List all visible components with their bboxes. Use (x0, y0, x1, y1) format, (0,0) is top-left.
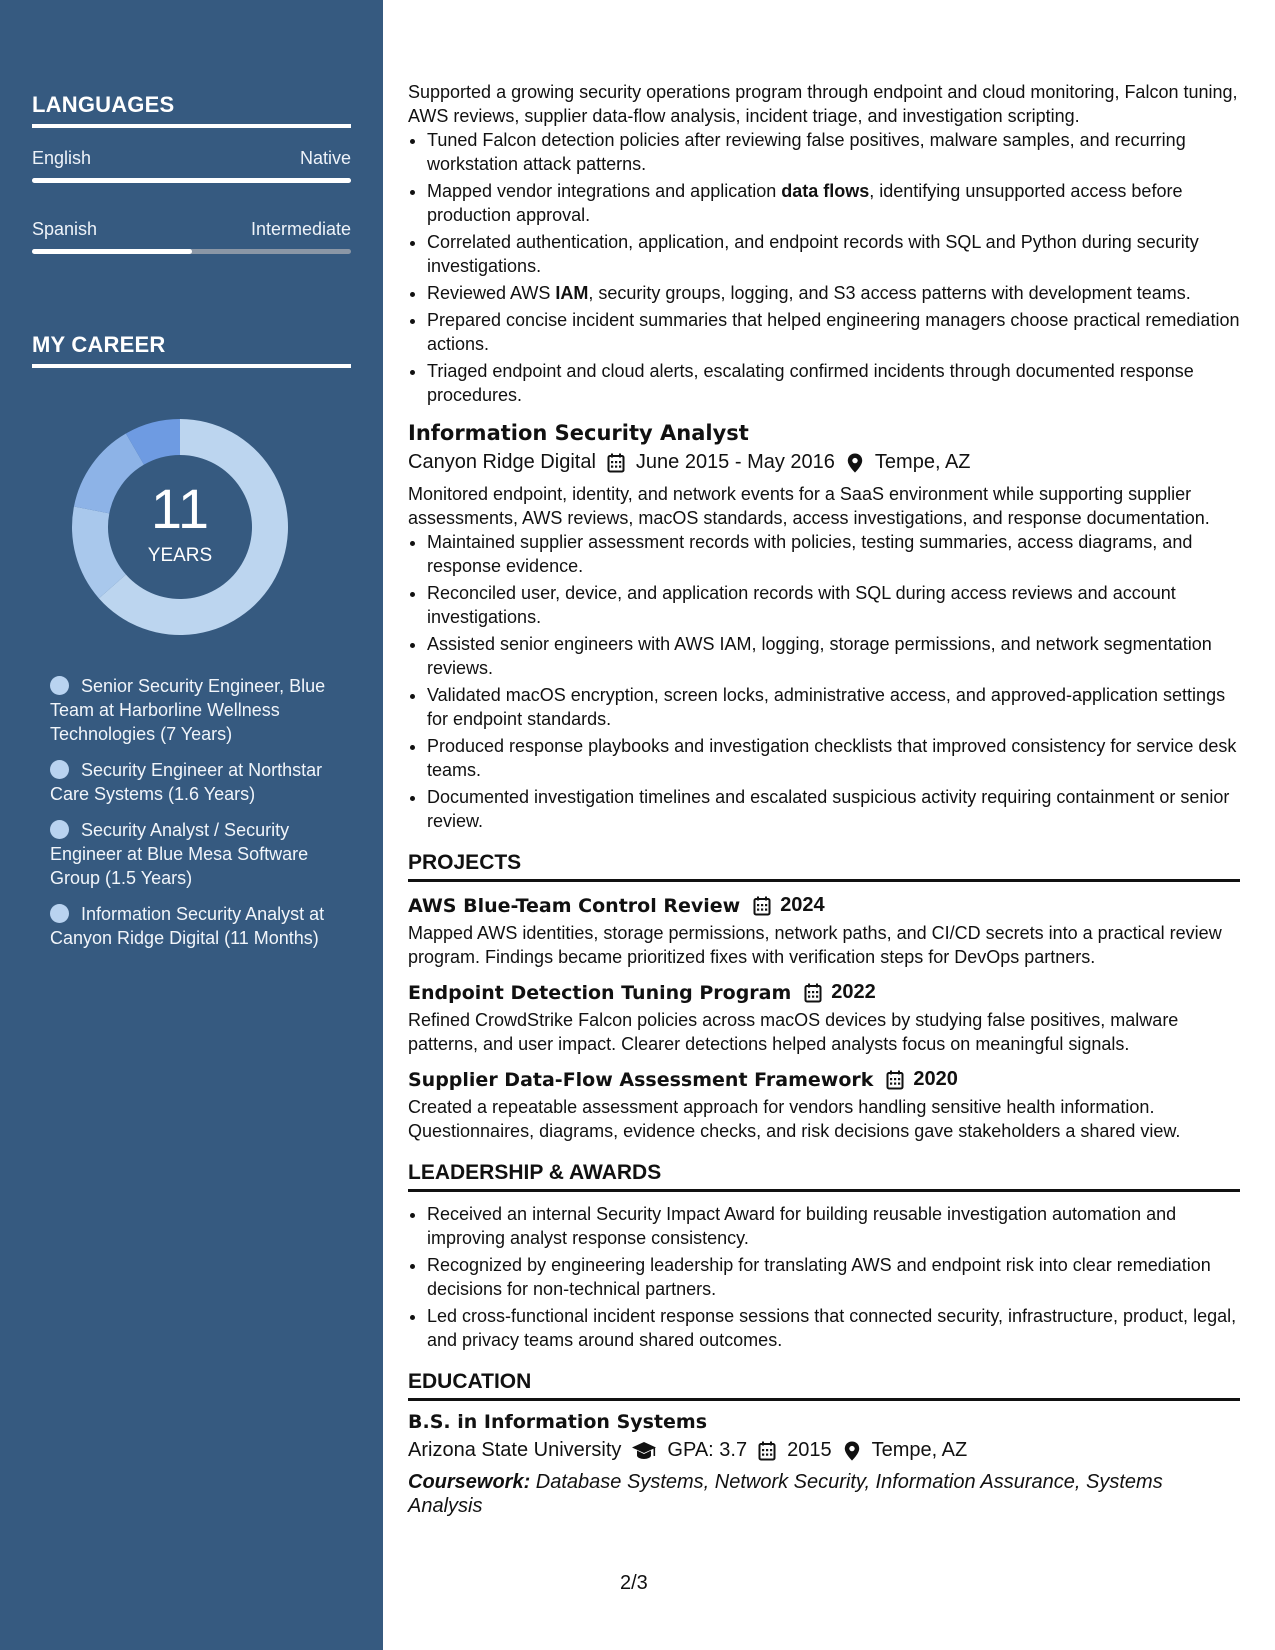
education-coursework (408, 1470, 1240, 1518)
main-content (408, 80, 1240, 1518)
project-item (408, 981, 1240, 1056)
education-location: Tempe, AZ (871, 1439, 968, 1461)
job-bullet: • Validated macOS encryption, screen locks, administrative access, and approved-application settings for endpoint standards. (427, 683, 1240, 731)
bullet-text: , security groups, logging, and S3 access patterns with development teams. (588, 283, 1191, 303)
projects-heading: PROJECTS (408, 851, 1240, 882)
project-description: Mapped AWS identities, storage permissions, network paths, and CI/CD secrets into a practical review program. Findings became prioritized fixes with verification steps for DevOps partners. (408, 923, 1222, 967)
career-item (50, 758, 330, 806)
career-heading: MY CAREER (32, 332, 351, 368)
career-item-label: Senior Security Engineer, Blue Team at Harborline Wellness Technologies (7 Years) (50, 676, 326, 744)
career-total-years: 11 (150, 477, 210, 540)
language-name: English (32, 148, 92, 168)
bullet-text: Tuned Falcon detection policies after reviewing false positives, malware samples, and recurring workstation attack patterns. (427, 130, 1186, 174)
career-list (50, 674, 330, 962)
job-bullet: • Documented investigation timelines and escalated suspicious activity requiring containment or senior review. (427, 785, 1240, 833)
language-item (32, 219, 351, 254)
project-description: Created a repeatable assessment approach for vendors handling sensitive health information. Questionnaires, diagrams, evidence checks, and risk decisions gave stakeholders a shared view. (408, 1097, 1181, 1141)
language-proficiency-fill (32, 178, 351, 183)
project-description: Refined CrowdStrike Falcon policies across macOS devices by studying false positives, malware patterns, and user impact. Clearer detections helped analysts focus on meaningful signals. (408, 1010, 1179, 1054)
calendar-icon (606, 453, 626, 473)
calendar-icon (803, 983, 823, 1003)
bullet-bold-text: data flows (781, 181, 870, 201)
experience-bullet (427, 128, 1240, 176)
career-dot-icon (50, 820, 69, 839)
coursework-text: Database Systems, Network Security, Information Assurance, Systems Analysis (408, 1471, 1163, 1517)
language-proficiency-bar (32, 249, 351, 254)
leadership-bullet: • Recognized by engineering leadership for translating AWS and endpoint risk into clear remediation decisions for non-technical partners. (427, 1253, 1240, 1301)
education-school: Arizona State University (408, 1439, 622, 1461)
job-dates: June 2015 - May 2016 (635, 451, 835, 473)
map-pin-icon (845, 453, 865, 473)
experience-bullet (427, 179, 1240, 227)
page-number: 2/3 (620, 1572, 648, 1594)
experience-bullet (427, 308, 1240, 356)
job-summary: Monitored endpoint, identity, and network events for a SaaS environment while supporting supplier assessments, AWS reviews, macOS standards, access investigations, and response documentation. (408, 484, 1210, 528)
bullet-text: Mapped vendor integrations and application (427, 181, 782, 201)
project-title: AWS Blue-Team Control Review (408, 894, 741, 917)
leadership-heading: LEADERSHIP & AWARDS (408, 1161, 1240, 1192)
project-year: 2020 (913, 1068, 958, 1090)
project-title: Endpoint Detection Tuning Program (408, 981, 792, 1004)
career-total-unit: YEARS (147, 545, 213, 566)
calendar-icon (752, 896, 772, 916)
education-gpa: GPA: 3.7 (667, 1439, 748, 1461)
language-level: Intermediate (250, 219, 351, 239)
job-bullet: • Maintained supplier assessment records with policies, testing summaries, access diagrams, and response evidence. (427, 530, 1240, 578)
career-item-label: Security Engineer at Northstar Care Systems (1.6 Years) (50, 760, 323, 804)
language-level: Native (299, 148, 351, 168)
career-section (32, 332, 351, 368)
career-item (50, 674, 330, 746)
job-location: Tempe, AZ (874, 451, 971, 473)
bullet-text: , identifying unsupported access before production approval. (427, 181, 1183, 225)
calendar-icon (885, 1070, 905, 1090)
job-company: Canyon Ridge Digital (408, 451, 596, 473)
bullet-text: Reviewed AWS (427, 283, 556, 303)
language-proficiency-fill (32, 249, 192, 254)
job-bullets (408, 530, 1240, 833)
career-dot-icon (50, 760, 69, 779)
coursework-label: Coursework: (408, 1471, 531, 1493)
career-item-label: Information Security Analyst at Canyon Ridge Digital (11 Months) (50, 904, 325, 948)
bullet-text: Correlated authentication, application, and endpoint records with SQL and Python during security investigations. (427, 232, 1199, 276)
bullet-bold-text: IAM (555, 283, 589, 303)
leadership-bullet: • Received an internal Security Impact Award for building reusable investigation automation and improving analyst response consistency. (427, 1202, 1240, 1250)
education-year: 2015 (787, 1439, 832, 1461)
career-donut-chart (65, 412, 295, 642)
leadership-bullets (408, 1202, 1240, 1352)
education-meta (408, 1439, 1240, 1462)
experience-bullet (427, 230, 1240, 278)
career-dot-icon (50, 904, 69, 923)
experience-bullet (427, 281, 1240, 305)
language-proficiency-bar (32, 178, 351, 183)
job-bullet: • Reconciled user, device, and application records with SQL during access reviews and account investigations. (427, 581, 1240, 629)
calendar-icon (757, 1441, 777, 1461)
job-bullet: • Assisted senior engineers with AWS IAM, logging, storage permissions, and network segmentation reviews. (427, 632, 1240, 680)
leadership-bullet: • Led cross-functional incident response sessions that connected security, infrastructure, product, legal, and privacy teams around shared outcomes. (427, 1304, 1240, 1352)
experience-bullets (408, 128, 1240, 407)
sidebar (0, 0, 383, 1650)
project-year: 2022 (831, 981, 876, 1003)
bullet-text: Triaged endpoint and cloud alerts, escalating confirmed incidents through documented response procedures. (427, 361, 1194, 405)
education-heading: EDUCATION (408, 1370, 1240, 1401)
language-name: Spanish (32, 219, 98, 239)
project-year: 2024 (780, 894, 825, 916)
job-bullet: • Produced response playbooks and investigation checklists that improved consistency for service desk teams. (427, 734, 1240, 782)
experience-bullet (427, 359, 1240, 407)
language-item (32, 148, 351, 183)
career-donut-center (65, 412, 295, 642)
career-item-label: Security Analyst / Security Engineer at Blue Mesa Software Group (1.5 Years) (50, 820, 309, 888)
project-item (408, 1068, 1240, 1143)
job-meta (408, 451, 1240, 474)
project-title: Supplier Data-Flow Assessment Framework (408, 1068, 874, 1091)
graduation-cap-icon (631, 1441, 657, 1461)
experience-intro: Supported a growing security operations program through endpoint and cloud monitoring, Falcon tuning, AWS reviews, supplier data-flow analysis, incident triage, and investigation scripting. (408, 82, 1238, 126)
career-dot-icon (50, 676, 69, 695)
education-degree: B.S. in Information Systems (408, 1411, 708, 1433)
map-pin-icon (842, 1441, 862, 1461)
languages-section (32, 92, 351, 254)
job-title: Information Security Analyst (408, 421, 749, 445)
bullet-text: Prepared concise incident summaries that helped engineering managers choose practical remediation actions. (427, 310, 1240, 354)
career-item (50, 818, 330, 890)
project-item (408, 894, 1240, 969)
career-item (50, 902, 330, 950)
languages-heading: LANGUAGES (32, 92, 351, 128)
